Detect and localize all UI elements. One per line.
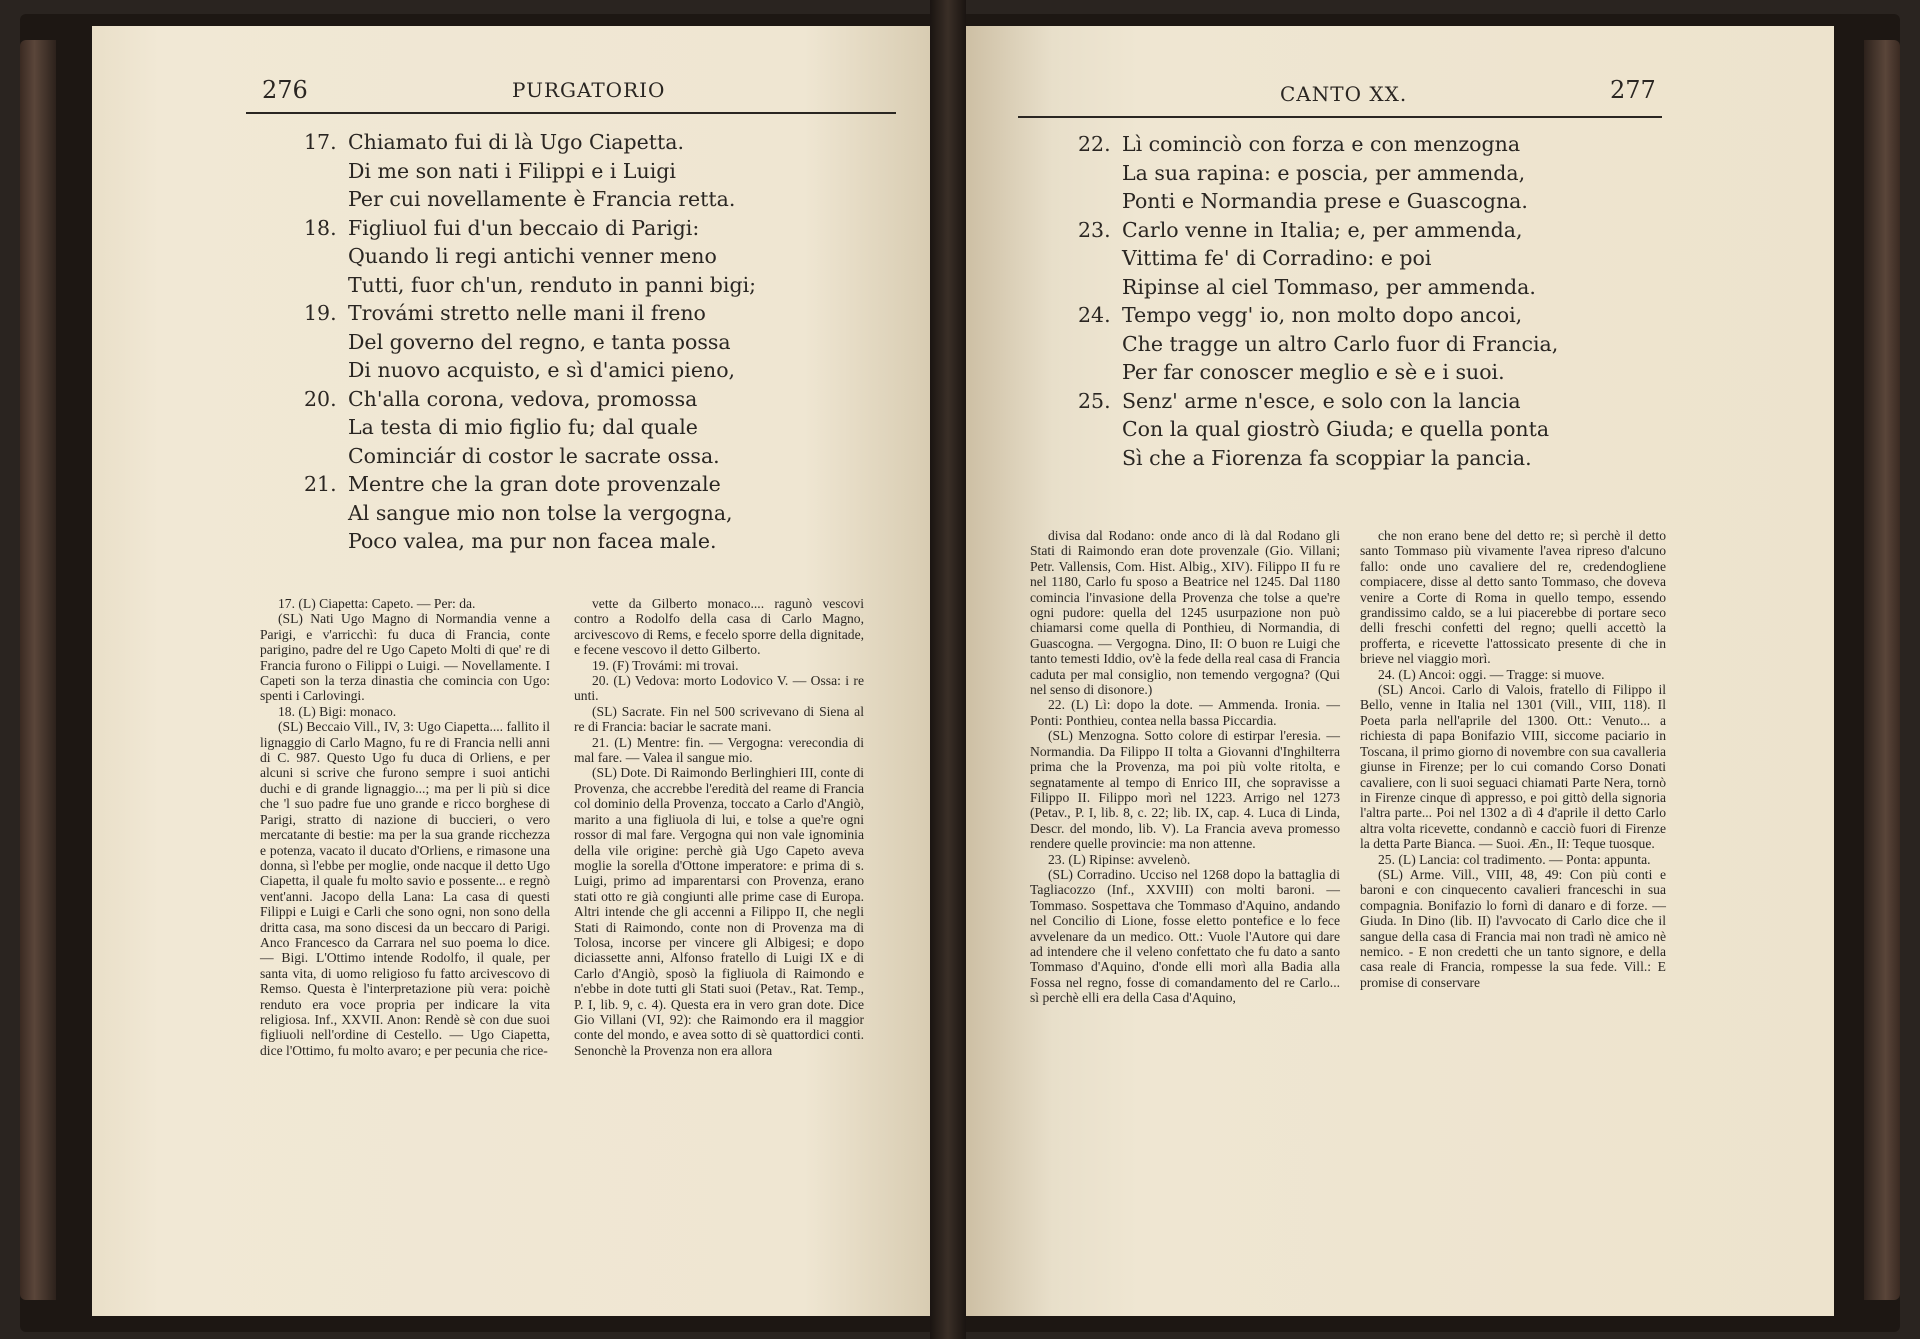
left-notes-column-2 <box>574 596 864 1058</box>
right-notes-column-2 <box>1360 528 1666 990</box>
note-paragraph: divisa dal Rodano: onde anco di là dal Rodano gli Stati di Raimondo eran dote provenzale (Gio. Villani; Petr. Vallensis, Com. Hist. Albig., XIV). Filippo II fu re nel 1180, Carlo fu sposo a Beatrice nel 1245. Dal 1180 comincia l'invasione della Provenza che tolse a que're ogni pudore: quella del 1245 usurpazione non può chiamarsi come quella di Ponthieu, di Normandia, di Guascogna. — Vergogna. Dino, II: O buon re Luigi che tanto temesti Iddio, ov'è la fede della real casa di Francia caduta per mal consiglio, non temendo vergogna? (Qui nel senso di disonore.) <box>1030 528 1340 698</box>
verse-line: Poco valea, ma pur non facea male. <box>348 529 717 553</box>
left-header-rule <box>246 112 896 114</box>
verse-line: La sua rapina: e poscia, per ammenda, <box>1122 160 1526 185</box>
verse-line <box>304 214 864 243</box>
verse-number: 21. <box>304 472 337 496</box>
verse-number: 24. <box>1078 303 1111 327</box>
book-cover-right <box>1864 40 1900 1300</box>
left-notes-column-1 <box>260 596 550 1058</box>
note-paragraph: (SL) Arme. Vill., VIII, 48, 49: Con più conti e baroni e con cinquecento cavalieri franceschi in sua compagnia. Bonifazio lo fornì di danaro e di forze. — Giuda. In Dino (lib. II) l'avvocato di Carlo dice che il sangue della casa di Francia mai non tradì nè amico nè nemico. - E non credetti che un tanto signore, e della casa reale di Francia, rompesse la sua fede. Vill.: E promise di conservare <box>1360 866 1666 990</box>
verse-line: Quando li regi antichi venner meno <box>348 244 717 268</box>
verse-line <box>1078 301 1658 330</box>
verse-line: La testa di mio figlio fu; dal quale <box>348 415 698 439</box>
left-running-head: PURGATORIO <box>512 78 666 102</box>
verse-line: Di nuovo acquisto, e sì d'amici pieno, <box>348 358 736 382</box>
note-paragraph: (SL) Ancoi. Carlo di Valois, fratello di Filippo il Bello, venne in Italia nel 1301 (Vill., VIII, 118). Il Poeta parla nell'aprile del 1300. Ott.: Venuto... a richiesta di papa Bonifazio VIII, siccome paciario in Toscana, il primo giorno di novembre con sua cavalleria giunse in Firenze; per lo cui comando Corso Donati cavaliere, con li suoi seguaci chiamati Parte Nera, tornò in Firenze cinque dì appresso, e poi gittò della signoria l'altra parte... Poi nel 1302 a dì 4 d'aprile il detto Carlo altra volta ricevette, condannò e cacciò fuori di Firenze la detta Parte Bianca. — Suoi. Æn., II: Teque tuosque. <box>1360 682 1666 852</box>
note-paragraph: 23. (L) Ripinse: avvelenò. <box>1048 851 1191 867</box>
verse-line: Con la qual giostrò Giuda; e quella ponta <box>1122 417 1550 441</box>
note-paragraph: 18. (L) Bigi: monaco. <box>278 703 397 719</box>
verse-number: 17. <box>304 130 337 154</box>
verse-number: 20. <box>304 386 337 411</box>
note-paragraph: 17. (L) Ciapetta: Capeto. — Per: da. <box>278 596 476 611</box>
verse-line <box>304 385 864 414</box>
note-paragraph: (SL) Corradino. Ucciso nel 1268 dopo la battaglia di Tagliacozzo (Inf., XXVIII) con molti baroni. — Tommaso. Sospettava che Tommaso d'Aquino, andando nel Concilio di Lione, fosse eletto pontefice e lo fece avvelenare da un medico. Ott.: Vuole l'Autore qui dare ad intendere che il veleno confettato che fu dato a santo Tommaso d'Aquino, d'onde elli morì alla Badia alla Fossa nel regno, fosse di comandamento del re Carlo... sì perchè elli era della Casa d'Aquino, <box>1030 866 1340 1006</box>
verse-line <box>1078 216 1658 245</box>
verse-line: Di me son nati i Filippi e i Luigi <box>348 158 676 183</box>
verse-line: Per cui novellamente è Francia retta. <box>348 187 736 211</box>
note-paragraph: (SL) Sacrate. Fin nel 500 scrivevano di Siena al re di Francia: baciar le sacrate mani. <box>574 703 864 735</box>
note-paragraph: 20. (L) Vedova: morto Lodovico V. — Ossa: i re unti. <box>574 673 864 704</box>
note-paragraph: (SL) Dote. Di Raimondo Berlinghieri III, conte di Provenza, che accrebbe l'eredità del reame di Francia col dominio della Provenza, toccato a Carlo d'Angiò, marito a una figliuola di lui, e tolse a que're ogni rossor di mal fare. Vergogna qui non vale ignominia della vile origine: perchè già Ugo Capeto aveva moglie la sorella d'Ottone imperatore: e prima di s. Luigi, primo ad imparentarsi con Provenza, erano stati otto re già congiunti alle prime case di Europa. Altri intende che gli accenni a Filippo II, che negli Stati di Raimondo, conte non di Provenza ma di Tolosa, incorse per vincere gli Albigesi; e dopo diciassette anni, Alfonso fratello di Luigi IX e di Carlo d'Angiò, sposò la figliuola di Raimondo e n'ebbe in dote tutti gli Stati suoi (Petav., Rat. Temp., P. I, lib. 9, c. 4). Questa era in vero gran dote. Dice Gio Villani (VI, 92): che Raimondo era il maggior conte del mondo, e avea sotto di sè quattordici conti. Senonchè la Provenza non era allora <box>574 765 864 1058</box>
verse-line: Al sangue mio non tolse la vergogna, <box>348 500 733 525</box>
verse-number: 18. <box>304 215 337 240</box>
verse-number: 25. <box>1078 388 1111 413</box>
book-cover-left <box>20 40 56 1300</box>
book-gutter <box>930 0 966 1339</box>
left-page <box>92 26 930 1316</box>
right-page <box>966 26 1834 1316</box>
verse-text: Chiamato fui di là Ugo Ciapetta. <box>348 130 684 154</box>
right-page-number: 277 <box>1610 76 1656 104</box>
right-running-head: CANTO XX. <box>1280 82 1408 106</box>
verse-line: Tutti, fuor ch'un, renduto in panni bigi; <box>348 272 757 297</box>
verse-number: 19. <box>304 301 337 325</box>
verse-text: Ch'alla corona, vedova, promossa <box>348 386 698 411</box>
verse-number: 23. <box>1078 217 1111 242</box>
verse-text: Figliuol fui d'un beccaio di Parigi: <box>348 215 700 240</box>
note-paragraph: (SL) Menzogna. Sotto colore di estirpar l'eresia. — Normandia. Da Filippo II tolta a Giovanni d'Inghilterra prima che la Provenza, ma poi più volte ritolta, e segnatamente al tempo di Enrico III, che sopravisse a Filippo II. Filippo morì nel 1223. Arrigo nel 1273 (Petav., P. I, lib. 8, c. 22; lib. IX, cap. 4. Luca di Linda, Descr. del mondo, lib. V). La Francia aveva promesso rendere quelle provincie: ma non attenne. <box>1030 728 1340 852</box>
note-paragraph: 21. (L) Mentre: fin. — Vergogna: verecondia di mal fare. — Valea il sangue mio. <box>574 734 864 766</box>
verse-text: Tempo vegg' io, non molto dopo ancoi, <box>1122 303 1523 327</box>
verse-line <box>1078 130 1658 159</box>
verse-text: Carlo venne in Italia; e, per ammenda, <box>1122 217 1523 242</box>
verse-line: Ripinse al ciel Tommaso, per ammenda. <box>1122 274 1536 299</box>
note-paragraph: 19. (F) Trovámi: mi trovai. <box>592 657 739 673</box>
verse-line: Ponti e Normandia prese e Guascogna. <box>1122 189 1528 213</box>
right-header-rule <box>1018 116 1662 118</box>
verse-text: Mentre che la gran dote provenzale <box>348 472 721 496</box>
verse-line: Vittima fe' di Corradino: e poi <box>1122 246 1432 270</box>
right-notes-column-1 <box>1030 528 1340 1006</box>
note-paragraph: vette da Gilberto monaco.... ragunò vescovi contro a Rodolfo della casa di Carlo Magno, arcivescovo di Rems, e fecelo sporre della dignitade, e fecene vescovo il detto Gilberto. <box>574 596 864 658</box>
verse-text: Lì cominciò con forza e con menzogna <box>1122 132 1521 156</box>
verse-line <box>304 128 864 157</box>
verse-line: Cominciár di costor le sacrate ossa. <box>348 443 720 468</box>
note-paragraph: che non erano bene del detto re; sì perchè il detto santo Tommaso più vivamente l'avea ripreso d'alcuno fallo: onde uno cavaliere del re, credendogliene compiacere, disse al detto santo Tommaso, che doveva venire a Corte di Roma in quello tempo, essendo grandissimo caldo, se a lui piacerebbe di portare seco delli freschi confetti del regno; quelli accettò la profferta, e ricevette l'attossicato presente di che in brieve nel viaggio morì. <box>1360 528 1666 667</box>
verse-number: 22. <box>1078 132 1111 156</box>
verse-line <box>1078 387 1658 416</box>
note-paragraph: 25. (L) Lancia: col tradimento. — Ponta: appunta. <box>1378 851 1651 867</box>
left-verses <box>304 128 864 556</box>
note-paragraph: (SL) Nati Ugo Magno di Normandia venne a Parigi, e v'arricchì: fu duca di Francia, conte parigino, padre del re Ugo Capeto Molti di que' re di Francia furono o Filippi o Luigi. — Novellamente. I Capeti son la terza dinastia che comincia con Ugo: spenti i Carlovingi. <box>260 611 550 704</box>
verse-line: Che tragge un altro Carlo fuor di Francia, <box>1122 331 1559 356</box>
verse-text: Trovámi stretto nelle mani il freno <box>348 301 706 325</box>
note-paragraph: 22. (L) Lì: dopo la dote. — Ammenda. Ironia. — Ponti: Ponthieu, contea nella bassa Piccardia. <box>1030 697 1340 728</box>
note-paragraph: 24. (L) Ancoi: oggi. — Tragge: si muove. <box>1378 666 1605 682</box>
verse-line <box>304 299 864 328</box>
right-verses <box>1078 130 1658 472</box>
verse-line: Per far conoscer meglio e sè e i suoi. <box>1122 360 1505 384</box>
verse-line: Del governo del regno, e tanta possa <box>348 329 731 354</box>
verse-text: Senz' arme n'esce, e solo con la lancia <box>1122 388 1521 413</box>
note-paragraph: (SL) Beccaio Vill., IV, 3: Ugo Ciapetta.... fallito il lignaggio di Carlo Magno, fu re di Francia nelli anni di C. 987. Questo Ugo fu duca di Orliens, e per alcuni si scrive che furono sempre i suoi antichi duchi e di grande lignaggio...; ma per li più si dice che 'l suo padre fue uno grande e ricco borghese di Parigi, stratto di nazione di buccieri, o vero mercatante di bestie: ma per la sua grande ricchezza e potenza, vacato il ducato d'Orliens, e rimasone una donna, sì l'ebbe per moglie, onde nacque il detto Ugo Ciapetta, il quale fu molto savio e possente... e regnò vent'anni. Jacopo della Lana: La casa di questi Filippi e Luigi e Carli che sono ogni, non sono della dritta casa, ma sono discesi da un beccaro di Parigi. Anco Francesco da Carrara nel suo poema lo dice. — Bigi. L'Ottimo intende Rodolfo, il quale, per santa vita, di uomo religioso fu fatto arcivescovo di Remso. Questa è l'interpretazione più vera: poichè renduto era voce propria per indicare la vita religiosa. Inf., XXVII. Anon: Rendè sè con due suoi figliuoli nell'ordine di Cestello. — Ugo Ciapetta, dice l'Ottimo, fu molto avaro; e per pecunia che rice- <box>260 719 550 1058</box>
verse-line: Sì che a Fiorenza fa scoppiar la pancia. <box>1122 445 1532 470</box>
verse-line <box>304 470 864 499</box>
left-page-number: 276 <box>262 76 308 104</box>
